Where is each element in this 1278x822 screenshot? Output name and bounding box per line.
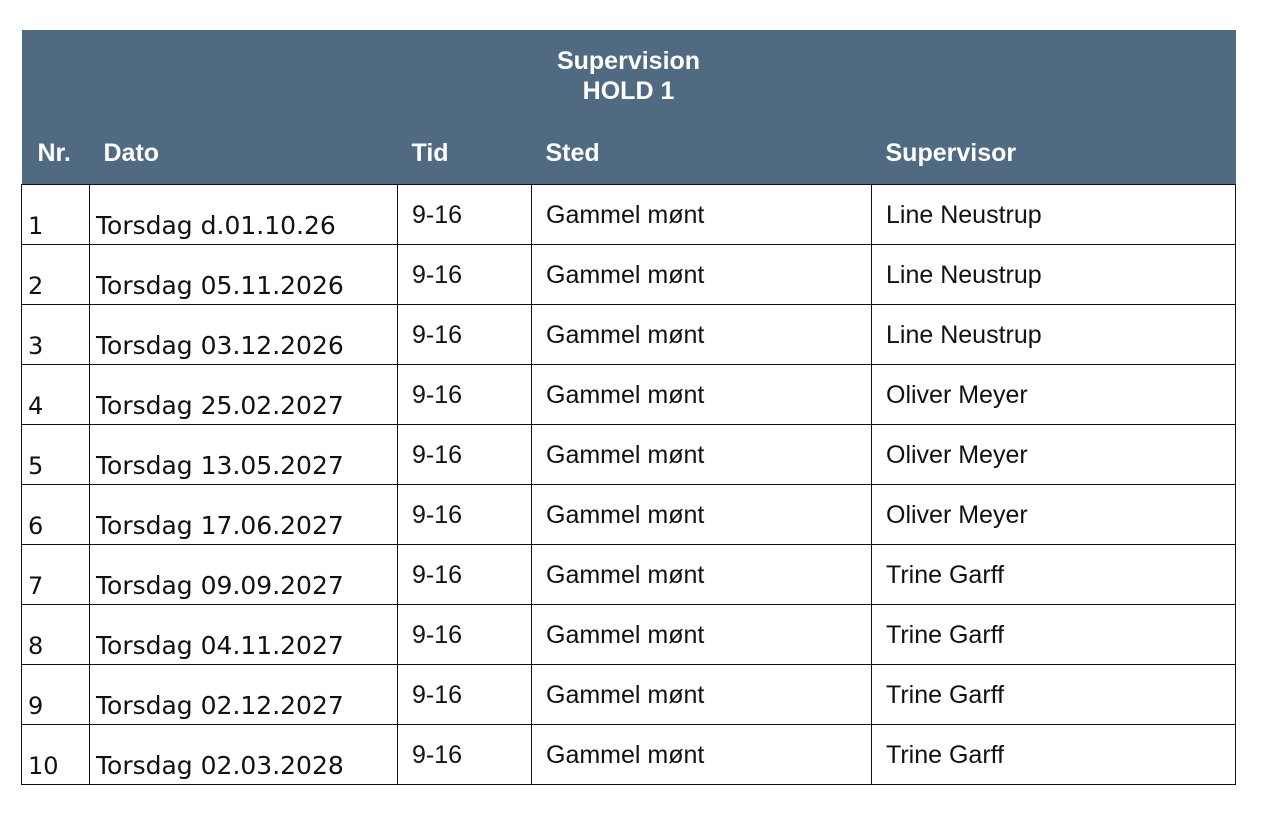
cell-sted: Gammel mønt	[532, 245, 872, 305]
cell-dato: Torsdag 03.12.2026	[90, 305, 398, 365]
cell-dato: Torsdag 02.12.2027	[90, 665, 398, 725]
cell-supervisor: Trine Garff	[872, 545, 1236, 605]
cell-dato: Torsdag 02.03.2028	[90, 725, 398, 785]
cell-dato: Torsdag d.01.10.26	[90, 185, 398, 245]
title-row	[22, 30, 1236, 122]
cell-tid: 9-16	[398, 665, 532, 725]
table-body	[22, 185, 1236, 785]
cell-supervisor: Oliver Meyer	[872, 365, 1236, 425]
cell-supervisor: Line Neustrup	[872, 185, 1236, 245]
schedule-sheet	[21, 30, 1235, 785]
cell-tid: 9-16	[398, 185, 532, 245]
table-header	[22, 30, 1236, 185]
cell-sted: Gammel mønt	[532, 545, 872, 605]
cell-supervisor: Trine Garff	[872, 605, 1236, 665]
cell-dato: Torsdag 25.02.2027	[90, 365, 398, 425]
cell-supervisor: Line Neustrup	[872, 305, 1236, 365]
cell-dato: Torsdag 17.06.2027	[90, 485, 398, 545]
title-line-1: Supervision	[556, 47, 701, 75]
table-row	[22, 245, 1236, 305]
cell-sted: Gammel mønt	[532, 185, 872, 245]
cell-sted: Gammel mønt	[532, 485, 872, 545]
cell-tid: 9-16	[398, 425, 532, 485]
cell-tid: 9-16	[398, 605, 532, 665]
cell-tid: 9-16	[398, 545, 532, 605]
column-header-supervisor: Supervisor	[872, 122, 1236, 185]
cell-tid: 9-16	[398, 305, 532, 365]
cell-sted: Gammel mønt	[532, 665, 872, 725]
cell-sted: Gammel mønt	[532, 725, 872, 785]
schedule-table	[21, 30, 1236, 785]
column-header-row	[22, 122, 1236, 185]
cell-nr: 8	[22, 605, 90, 665]
cell-supervisor: Oliver Meyer	[872, 485, 1236, 545]
table-row	[22, 425, 1236, 485]
cell-nr: 7	[22, 545, 90, 605]
table-row	[22, 605, 1236, 665]
cell-nr: 1	[22, 185, 90, 245]
column-header-sted: Sted	[532, 122, 872, 185]
table-row	[22, 185, 1236, 245]
cell-nr: 5	[22, 425, 90, 485]
cell-nr: 3	[22, 305, 90, 365]
cell-tid: 9-16	[398, 365, 532, 425]
cell-sted: Gammel mønt	[532, 365, 872, 425]
cell-supervisor: Trine Garff	[872, 665, 1236, 725]
cell-tid: 9-16	[398, 485, 532, 545]
cell-nr: 6	[22, 485, 90, 545]
table-row	[22, 365, 1236, 425]
cell-dato: Torsdag 13.05.2027	[90, 425, 398, 485]
title-line-2: HOLD 1	[582, 77, 675, 105]
cell-nr: 10	[22, 725, 90, 785]
cell-sted: Gammel mønt	[532, 425, 872, 485]
cell-nr: 2	[22, 245, 90, 305]
cell-supervisor: Line Neustrup	[872, 245, 1236, 305]
column-header-nr: Nr.	[22, 122, 90, 185]
cell-nr: 9	[22, 665, 90, 725]
column-header-tid: Tid	[398, 122, 532, 185]
column-header-dato: Dato	[90, 122, 398, 185]
table-title	[22, 30, 1236, 122]
cell-supervisor: Oliver Meyer	[872, 425, 1236, 485]
table-row	[22, 545, 1236, 605]
table-row	[22, 305, 1236, 365]
cell-sted: Gammel mønt	[532, 305, 872, 365]
cell-dato: Torsdag 04.11.2027	[90, 605, 398, 665]
cell-tid: 9-16	[398, 245, 532, 305]
cell-dato: Torsdag 05.11.2026	[90, 245, 398, 305]
cell-tid: 9-16	[398, 725, 532, 785]
table-row	[22, 485, 1236, 545]
cell-sted: Gammel mønt	[532, 605, 872, 665]
table-row	[22, 725, 1236, 785]
cell-nr: 4	[22, 365, 90, 425]
cell-supervisor: Trine Garff	[872, 725, 1236, 785]
table-row	[22, 665, 1236, 725]
cell-dato: Torsdag 09.09.2027	[90, 545, 398, 605]
